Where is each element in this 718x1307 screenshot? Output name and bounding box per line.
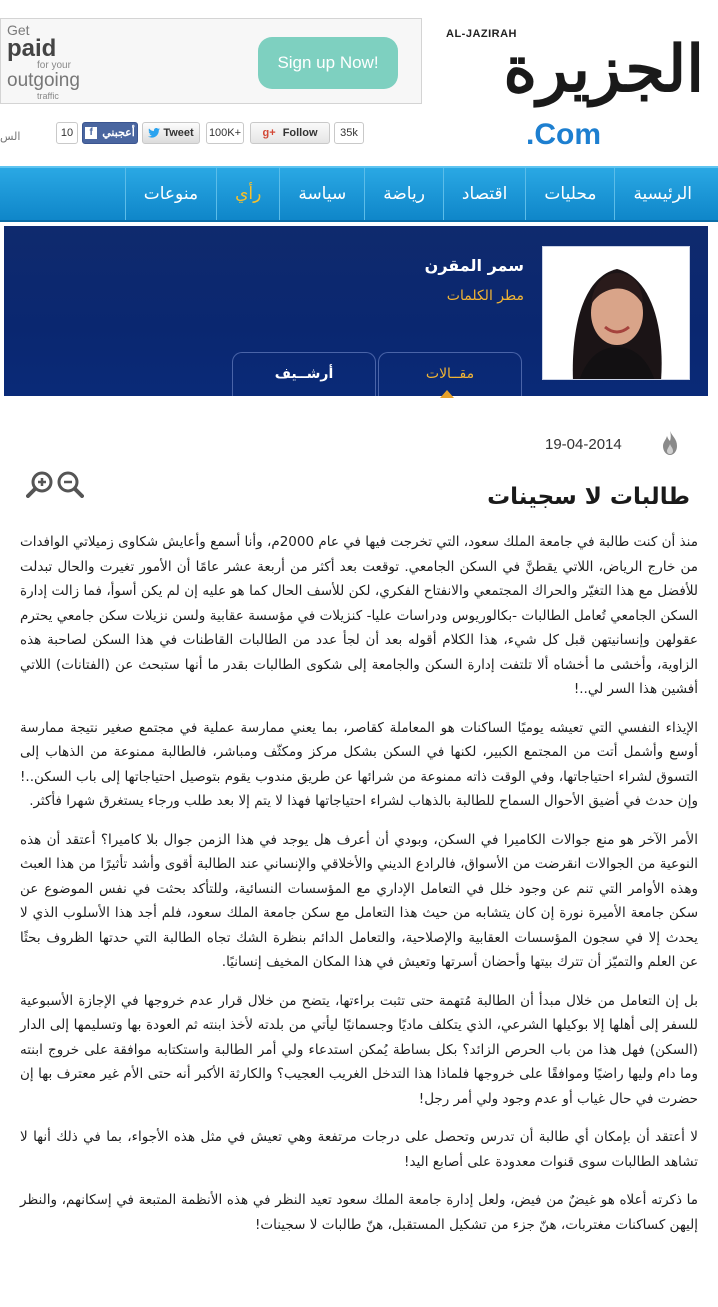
tweet-label: Tweet (163, 127, 194, 139)
tab-articles[interactable]: مقــالات (378, 352, 522, 396)
facebook-like-button[interactable] (82, 122, 138, 144)
ad-line-for-your: for your (37, 60, 71, 71)
clipped-edge-text: الس (0, 130, 21, 143)
article-date: 19-04-2014 (545, 436, 622, 453)
site-header (0, 0, 718, 160)
nav-item-misc[interactable]: منوعات (125, 168, 216, 220)
nav-item-local[interactable]: محليات (525, 168, 614, 220)
article-paragraph: لا أعتقد أن بإمكان أي طالبة أن تدرس وتحصل على درجات مرتفعة وهي تعيش في مثل هذه الأجواء، بما في ذلك أنها لا تشاهد الطالبات سوى قنوات معدودة على أصابع اليد! (20, 1129, 698, 1170)
ad-line-outgoing: outgoing (7, 70, 80, 91)
article-paragraph: الأمر الآخر هو منع جوالات الكاميرا في السكن، وبودي أن أعرف هل يوجد في هذا الزمن جوال بلا كاميرا؟ أعتقد أن هذه النوعية من الجوالات انقرضت من الأسواق، فالرادع الديني والأخلاقي والإنساني عند الطالبة أقوى وأشد تأثيرًا من هذا العبث وهذه الأوامر التي تنم عن وجود خلل في التعامل الإداري مع المؤسسات النسائية، وللتأكد بحثت في نفس الموضوع عن سكن جامعة الأميرة نورة إن كان يتشابه من حيث هذا التعامل مع سكن جامعة الملك سعود، فلم أجد هذا الأسلوب الذي لا يحدث إلا في سجون المؤسسات العقابية والإصلاحية، والتعامل الدائم بنظرة الشك تجاه الطالبة التي حدتها الظروف بحثًا عن العلم والتميّز أن تترك بيتها وأحضان أسرتها وتعيش في هذا المكان المخيف إنسانيًا. (20, 831, 698, 970)
nav-list (0, 168, 718, 220)
active-tab-indicator (440, 390, 454, 398)
google-plus-count: 35k (334, 122, 364, 144)
nav-item-home[interactable]: الرئيسية (614, 168, 710, 220)
advertisement-banner[interactable] (0, 18, 422, 104)
article-paragraph: الإيذاء النفسي التي تعيشه يوميًا الساكنات هو المعاملة كقاصر، بما يعني ممارسة عملية في مجتمع صغير نتيجة ممارسة أوسع وأشمل أتت من المجتمع الكبير، لكنها في السكن بشكل مركز ومكثّف ومباشر، فالطالبة ممنوعة من الذهاب إلى التسوق لشراء احتياجاتها، وفي الوقت ذاته ممنوعة من شرائها عن طريق مندوب يقوم بتوصيل احتياجاتها إلى باب السكن..! وإن حدث في أضيق الأحوال السماح للطالبة بالذهاب لشراء احتياجاتها فهذا لا يتم إلا بعد طلب ورجاء يستغرق شهرا فأكثر. (20, 719, 698, 809)
google-plus-follow-label: Follow (282, 127, 318, 139)
author-band (4, 226, 708, 396)
twitter-bird-icon (148, 128, 160, 138)
ad-line-traffic: traffic (37, 91, 59, 101)
zoom-out-icon[interactable] (56, 470, 84, 498)
article-body (20, 530, 698, 1251)
google-plus-icon: g+ (262, 127, 276, 139)
ad-text (7, 23, 97, 101)
nav-item-sports[interactable]: رياضة (364, 168, 443, 220)
nav-item-politics[interactable]: سياسة (279, 168, 364, 220)
text-zoom-controls (26, 470, 86, 504)
article-paragraph: بل إن التعامل من خلال مبدأ أن الطالبة مُتهمة حتى تثبت براءتها، يتضح من خلال قرار عدم خروجها في الإجازة الأسبوعية للسفر إلى أهلها إلا بوكيلها الشرعي، الذي يتكلف ماديًا وجسمانيًا ليأتي من بلدته لأخذ ابنته ثم العودة بها وتسليمها إلى الدار (السكن) فهل هذا من باب الحرص الزائد؟ بكل بساطة يُمكن استدعاء ولي أمر الطالبة واستكتابه موافقة على خروج ابنته وما دام وليها راضيًا وموافقًا على خروجها فلماذا هذا التدخل الغريب العجيب؟ والكارثة الأكبر أنه حتى الأم غير معترف بها إن حضرت في حال غياب أو عدم وجود ولي أمر رجل! (20, 992, 698, 1107)
author-name[interactable]: سمر المقرن (424, 256, 524, 275)
tweet-count: 100K+ (206, 122, 244, 144)
logo-latin-text: AL-JAZIRAH (446, 28, 517, 40)
flame-icon (660, 430, 680, 456)
logo-arabic-text: الجزيرة (503, 32, 704, 107)
article-meta (0, 430, 718, 460)
author-column-name: مطر الكلمات (446, 288, 524, 304)
facebook-icon: f (85, 127, 97, 139)
ad-line-get: Get (7, 22, 30, 38)
tab-archive[interactable]: أرشــيف (232, 352, 376, 396)
nav-item-opinion[interactable]: رأي (216, 168, 279, 220)
site-logo[interactable] (440, 24, 710, 164)
nav-item-economy[interactable]: اقتصاد (443, 168, 525, 220)
ad-line-paid: paid (7, 35, 57, 62)
social-share-bar (0, 122, 380, 146)
tweet-button[interactable] (142, 122, 200, 144)
logo-domain-text: .Com (526, 118, 601, 151)
article-paragraph: ما ذكرته أعلاه هو غيضٌ من فيض، ولعل إدارة جامعة الملك سعود تعيد النظر في هذه الأنظمة المتبعة في إسكانهم، والنظر إليهن كساكنات مغتربات، هنّ جزء من تشكيل المستقبل، هنّ طالبات لا سجينات! (20, 1192, 698, 1233)
google-plus-follow-button[interactable] (250, 122, 330, 144)
author-tabs (232, 352, 522, 396)
zoom-in-icon[interactable] (26, 470, 54, 498)
article-paragraph: منذ أن كنت طالبة في جامعة الملك سعود، التي تخرجت فيها في عام 2000م، وأنا أسمع وأعايش شكاوى زميلاتي الوافدات من خارج الرياض، اللاتي يقطنَّ في السكن الجامعي. توقعت بعد أكثر من أربعة عشر عامًا أن الأمور تغيرت والحال تبدلت للأفضل مع هذا التغيّر والحراك المجتمعي والانفتاح الفكري، لكن للأسف الحال كما هو عليه إن لم يكن أسوأ، فما زالت إدارة السكن الجامعي تُعامل الطالبات -بكالوريوس ودراسات عليا- كنزيلات في مؤسسة عقابية ولسن نزيلات سكن جامعي يحترم عقولهن وإنسانيتهن قبل كل شيء، هذا الكلام أقوله بعد أن لجأ عدد من الطالبات القاطنات في هذا السكن لصاحبة هذه الزاوية، وأخشى ما أخشاه ألا تلتفت إدارة السكن والجامعة إلى شكوى الطالبات بقدر ما أنها ستبحث عن (الفتانات) اللاتي أفشين هذا السر لي..! (20, 534, 698, 697)
ad-signup-button[interactable]: Sign up Now! (258, 37, 398, 89)
author-photo (542, 246, 690, 380)
facebook-like-count: 10 (56, 122, 78, 144)
facebook-like-label: أعجبني (102, 127, 135, 139)
article-title: طالبات لا سجينات (487, 484, 690, 510)
author-avatar-icon (543, 247, 690, 380)
main-navigation (0, 166, 718, 222)
